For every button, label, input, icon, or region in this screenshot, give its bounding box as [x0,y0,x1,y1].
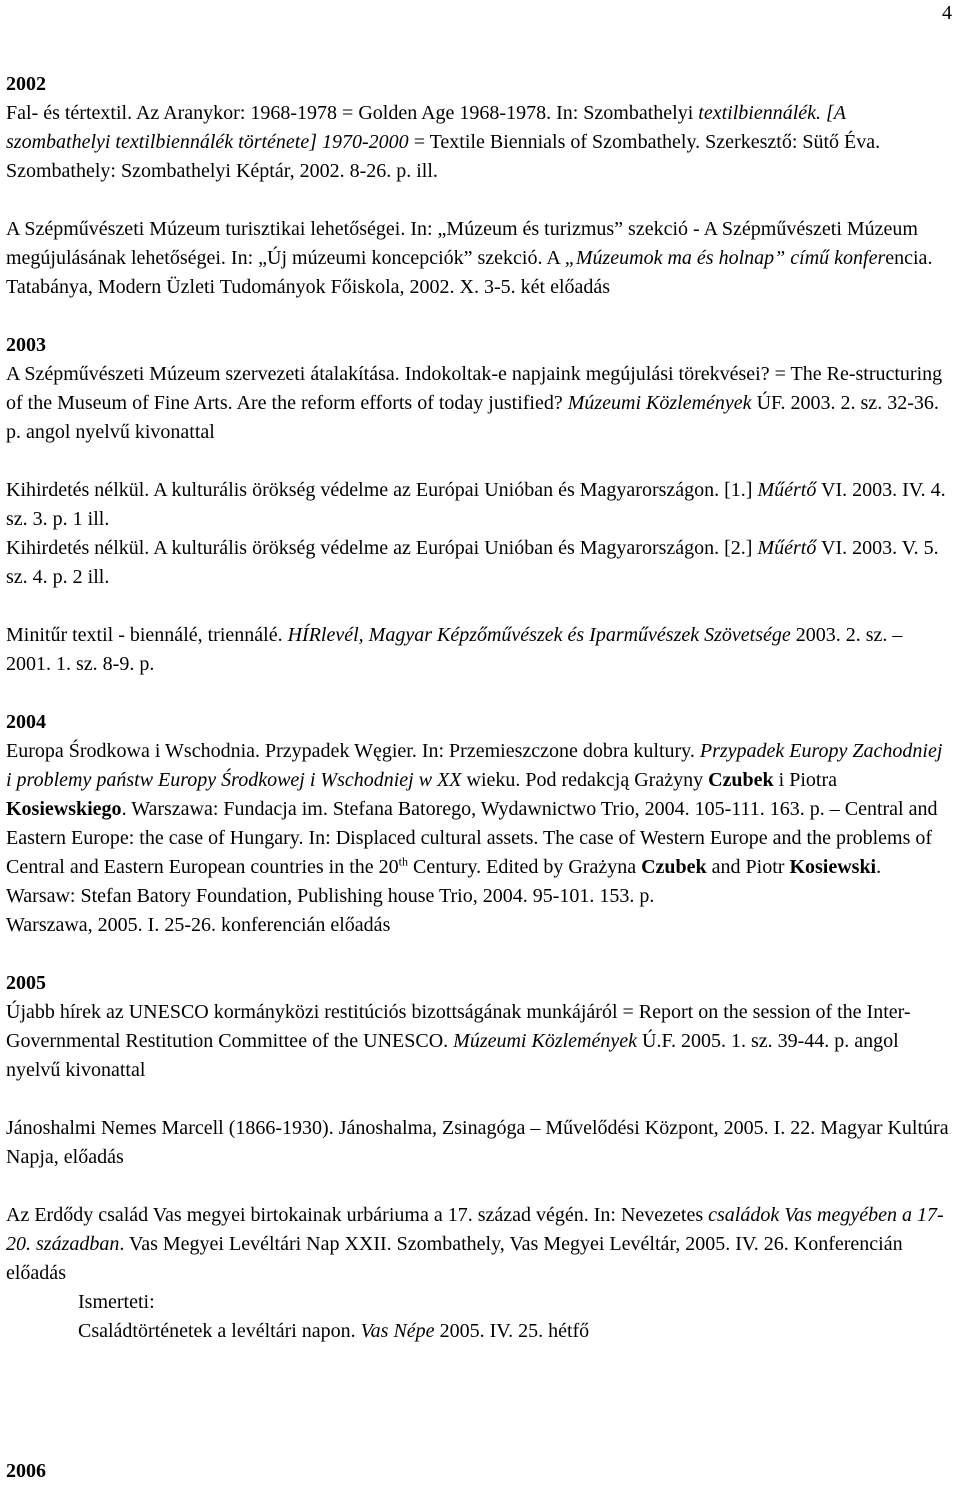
entry-2003-2 [6,476,950,534]
entry-2003-3 [6,534,950,592]
entry-italic-text: Vas Népe [360,1320,435,1342]
spacer [6,302,950,331]
spacer [6,1085,950,1114]
entry-italic-text: Múzeumi Közlemények [567,392,752,414]
entry-text: 2003. 2. sz. – 2001. 1. sz. 8-9. p. [6,624,903,675]
entry-text: Europa Środkowa i Wschodnia. Przypadek Węgier. In: Przemieszczone dobra kultury. [6,740,700,762]
entry-text: ÚF. 2003. 2. sz. 32-36. p. angol nyelvű kivonattal [6,392,939,443]
entry-text: Az Erdődy család Vas megyei birtokainak urbáriuma a 17. század végén. In: Nevezetes [6,1204,709,1226]
bibliography-content [6,70,950,1346]
spacer [6,447,950,476]
entry-italic-text: családok Vas megyében a 17-20. században [6,1204,944,1255]
entry-italic-text: Przypadek Europy Zachodniej i problemy państw Europy Środkowej i Wschodniej w XX [6,740,943,791]
entry-bold-text: Kosiewskiego [6,798,122,820]
page-number: 4 [942,2,952,24]
entry-text: . Vas Megyei Levéltári Nap XXII. Szombathely, Vas Megyei Levéltár, 2005. IV. 26. Konferencián előadás [6,1233,903,1284]
entry-2005-1 [6,998,950,1085]
spacer [6,940,950,969]
entry-italic-text: „Múzeumok ma és holnap” című konfer [564,247,886,269]
review-entry [6,1317,950,1346]
entry-text: . Warsaw: Stefan Batory Foundation, Publishing house Trio, 2004. 95-101. 153. p. [6,856,882,907]
entry-text: Családtörténetek a levéltári napon. [78,1320,361,1342]
entry-bold-text: Czubek [708,769,774,791]
review-label: Ismerteti: [78,1291,155,1313]
year-heading-2006: 2006 [6,1460,46,1482]
entry-2004-1 [6,737,950,911]
spacer [6,186,950,215]
year-heading-2004: 2004 [6,711,46,733]
entry-italic-text: HÍRlevél, Magyar Képzőművészek és Iparművészek Szövetsége [287,624,791,646]
entry-2005-3 [6,1201,950,1288]
entry-text: i Piotra [773,769,838,791]
entry-2003-1 [6,360,950,447]
entry-text: Fal- és tértextil. Az Aranykor: 1968-1978 = Golden Age 1968-1978. In: Szombathelyi [6,102,699,124]
entry-2003-4 [6,621,950,679]
spacer [6,679,950,708]
entry-text: Kihirdetés nélkül. A kulturális örökség védelme az Európai Unióban és Magyarországon. [2.] [6,537,758,559]
entry-text: A Szépművészeti Múzeum turisztikai lehetőségei. In: „Múzeum és turizmus” szekció - A Szépművészeti Múzeum megújulásának lehetőségei. In: „Új múzeumi koncepciók” szekció. A [6,218,918,269]
entry-italic-text: Múzeumi Közlemények [453,1030,637,1052]
entry-2005-2: Jánoshalmi Nemes Marcell (1866-1930). Jánoshalma, Zsinagóga – Művelődési Központ, 2005. I. 22. Magyar Kultúra Napja, előadás [6,1117,949,1168]
entry-bold-text: Czubek [641,856,707,878]
entry-text: and Piotr [706,856,790,878]
entry-text: = Textile Biennials of Szombathely. Szerkesztő: Sütő Éva. Szombathely: Szombathelyi Képtár, 2002. 8-26. p. ill. [6,131,881,182]
entry-2002-2 [6,215,950,302]
year-heading-2002: 2002 [6,73,46,95]
entry-text: VI. 2003. IV. 4. sz. 3. p. 1 ill. [6,479,946,530]
entry-italic-text: Műértő [757,479,817,501]
spacer [6,592,950,621]
entry-text: VI. 2003. V. 5. sz. 4. p. 2 ill. [6,537,939,588]
entry-text: Century. Edited by Grażyna [408,856,642,878]
year-heading-2005: 2005 [6,972,46,994]
entry-text: Újabb hírek az UNESCO kormányközi restitúciós bizottságának munkájáról = Report on the session of the Inter-Governmental Restitution Committee of the UNESCO. [6,1001,911,1052]
entry-text: Kihirdetés nélkül. A kulturális örökség védelme az Európai Unióban és Magyarországon. [1.] [6,479,758,501]
entry-italic-text: Műértő [757,537,817,559]
entry-text: wieku. Pod redakcją Grażyny [461,769,709,791]
entry-text: 2005. IV. 25. hétfő [434,1320,590,1342]
entry-2002-1 [6,99,950,186]
superscript-text: th [398,854,408,869]
entry-bold-text: Kosiewski [789,856,877,878]
entry-text: encia. Tatabánya, Modern Üzleti Tudományok Főiskola, 2002. X. 3-5. két előadás [6,247,933,298]
entry-text: Ú.F. 2005. 1. sz. 39-44. p. angol nyelvű kivonattal [6,1030,899,1081]
spacer [6,1172,950,1201]
entry-italic-text: textilbiennálék. [A szombathelyi textilbiennálék története] 1970-2000 [6,102,846,153]
year-heading-2003: 2003 [6,334,46,356]
entry-text: A Szépművészeti Múzeum szervezeti átalakítása. Indokoltak-e napjaink megújulási törekvései? = The Re-structuring of the Museum of Fine Arts. Are the reform efforts of today justified? [6,363,943,414]
entry-2004-2: Warszawa, 2005. I. 25-26. konferencián előadás [6,914,391,936]
entry-text: . Warszawa: Fundacja im. Stefana Batorego, Wydawnictwo Trio, 2004. 105-111. 163. p. – Central and Eastern Europe: the case of Hungary. In: Displaced cultural assets. The case of Western Europe and the problems of Central and Eastern European countries in the 20 [6,798,938,878]
entry-text: Minitűr textil - biennálé, triennálé. [6,624,288,646]
